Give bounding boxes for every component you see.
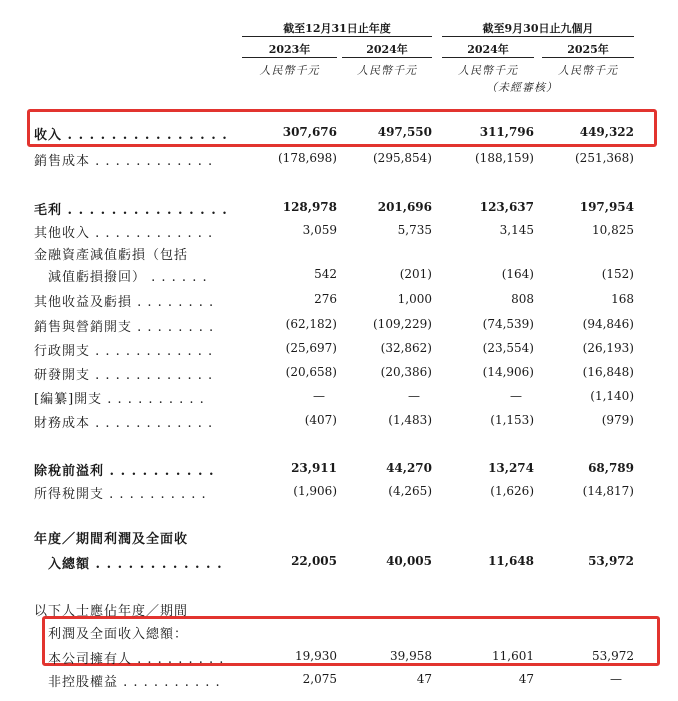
cell-value: — <box>313 389 325 403</box>
row-label: 年度／期間利潤及全面收 <box>34 532 189 547</box>
cell-value: (32,862) <box>380 341 432 355</box>
cell-value: (152) <box>601 267 634 281</box>
cell-value: — <box>510 389 522 403</box>
header-rule <box>242 36 432 37</box>
cell-value: (188,159) <box>475 151 534 165</box>
cell-value: 307,676 <box>282 125 337 139</box>
cell-value: (1,153) <box>490 413 534 427</box>
row-label: 金融資產減值虧損（包括 <box>34 248 189 263</box>
cell-value: (74,539) <box>482 317 534 331</box>
column-year: 2025年 <box>567 43 609 56</box>
row-label: 財務成本 . . . . . . . . . . . . <box>34 416 214 431</box>
row-label: 其他收益及虧損 . . . . . . . . <box>34 295 215 310</box>
cell-value: 40,005 <box>386 554 432 568</box>
cell-value: 22,005 <box>291 554 337 568</box>
cell-value: 47 <box>518 672 534 686</box>
cell-value: (25,697) <box>285 341 337 355</box>
unit-label: 人民幣千元 <box>259 64 320 77</box>
cell-value: 68,789 <box>588 461 634 475</box>
row-label: 入總額 . . . . . . . . . . . . <box>48 557 223 572</box>
header-group-nine-months: 截至9月30日止九個月 <box>482 22 594 35</box>
cell-value: 3,059 <box>302 223 337 237</box>
row-label: 利潤及全面收入總額： <box>48 627 189 642</box>
year-rule <box>342 57 432 58</box>
cell-value: (164) <box>501 267 534 281</box>
cell-value: 2,075 <box>302 672 337 686</box>
row-label: 收入 . . . . . . . . . . . . . . . <box>34 128 228 143</box>
cell-value: (1,483) <box>388 413 432 427</box>
cell-value: 197,954 <box>579 200 634 214</box>
row-label: 以下人士應佔年度／期間 <box>34 604 189 619</box>
cell-value: 276 <box>314 292 337 306</box>
cell-value: (14,817) <box>582 484 634 498</box>
cell-value: — <box>408 389 420 403</box>
cell-value: (14,906) <box>482 365 534 379</box>
cell-value: 1,000 <box>397 292 432 306</box>
header-rule <box>442 36 634 37</box>
cell-value: 808 <box>511 292 534 306</box>
cell-value: (1,140) <box>590 389 634 403</box>
unit-label: 人民幣千元 <box>558 64 618 77</box>
cell-value: (94,846) <box>582 317 634 331</box>
row-label: 毛利 . . . . . . . . . . . . . . . <box>34 203 228 218</box>
cell-value: 5,735 <box>397 223 432 237</box>
row-label: 所得稅開支 . . . . . . . . . . <box>34 487 207 502</box>
cell-value: (16,848) <box>582 365 634 379</box>
cell-value: 23,911 <box>291 461 337 475</box>
row-label: 除稅前溢利 . . . . . . . . . . <box>34 464 215 479</box>
cell-value: 542 <box>314 267 337 281</box>
column-year: 2024年 <box>366 43 408 56</box>
cell-value: (20,386) <box>380 365 432 379</box>
row-label: 非控股權益 . . . . . . . . . . <box>48 675 221 690</box>
cell-value: 53,972 <box>592 649 634 663</box>
cell-value: 44,270 <box>386 461 432 475</box>
cell-value: 311,796 <box>479 125 534 139</box>
header-group-year: 截至12月31日止年度 <box>283 22 391 35</box>
cell-value: 47 <box>416 672 432 686</box>
cell-value: 11,648 <box>488 554 534 568</box>
year-rule <box>542 57 634 58</box>
cell-value: 449,322 <box>579 125 634 139</box>
row-label: [編纂]開支 . . . . . . . . . . <box>34 392 205 407</box>
unit-label: 人民幣千元 <box>458 64 518 77</box>
cell-value: (178,698) <box>278 151 337 165</box>
cell-value: (201) <box>399 267 432 281</box>
cell-value: (295,854) <box>373 151 432 165</box>
row-label: 研發開支 . . . . . . . . . . . . <box>34 368 214 383</box>
cell-value: (26,193) <box>582 341 634 355</box>
row-label: 本公司擁有人 . . . . . . . . . <box>48 652 225 667</box>
cell-value: 19,930 <box>295 649 337 663</box>
cell-value: 497,550 <box>377 125 432 139</box>
cell-value: (1,906) <box>293 484 337 498</box>
cell-value: (4,265) <box>388 484 432 498</box>
cell-value: 128,978 <box>282 200 337 214</box>
cell-value: 10,825 <box>592 223 634 237</box>
cell-value: (62,182) <box>285 317 337 331</box>
row-label: 銷售成本 . . . . . . . . . . . . <box>34 154 214 169</box>
unit-label: 人民幣千元 <box>357 64 417 77</box>
row-label: 行政開支 . . . . . . . . . . . . <box>34 344 214 359</box>
column-year: 2023年 <box>268 43 311 56</box>
cell-value: 3,145 <box>499 223 534 237</box>
cell-value: 13,274 <box>488 461 534 475</box>
cell-value: (979) <box>601 413 634 427</box>
year-rule <box>442 57 534 58</box>
cell-value: (251,368) <box>575 151 634 165</box>
cell-value: (1,626) <box>490 484 534 498</box>
cell-value: (20,658) <box>285 365 337 379</box>
cell-value: 39,958 <box>390 649 432 663</box>
cell-value: 11,601 <box>492 649 534 663</box>
cell-value: (23,554) <box>482 341 534 355</box>
cell-value: 168 <box>611 292 634 306</box>
cell-value: 201,696 <box>377 200 432 214</box>
year-rule <box>242 57 337 58</box>
cell-value: — <box>610 672 622 686</box>
row-label: 減值虧損撥回） . . . . . . <box>48 270 208 285</box>
cell-value: 123,637 <box>479 200 534 214</box>
unaudited-note: （未經審核） <box>486 81 558 94</box>
cell-value: (109,229) <box>373 317 432 331</box>
cell-value: 53,972 <box>588 554 634 568</box>
cell-value: (407) <box>304 413 337 427</box>
row-label: 其他收入 . . . . . . . . . . . . <box>34 226 214 241</box>
column-year: 2024年 <box>467 43 509 56</box>
row-label: 銷售與營銷開支 . . . . . . . . <box>34 320 215 335</box>
